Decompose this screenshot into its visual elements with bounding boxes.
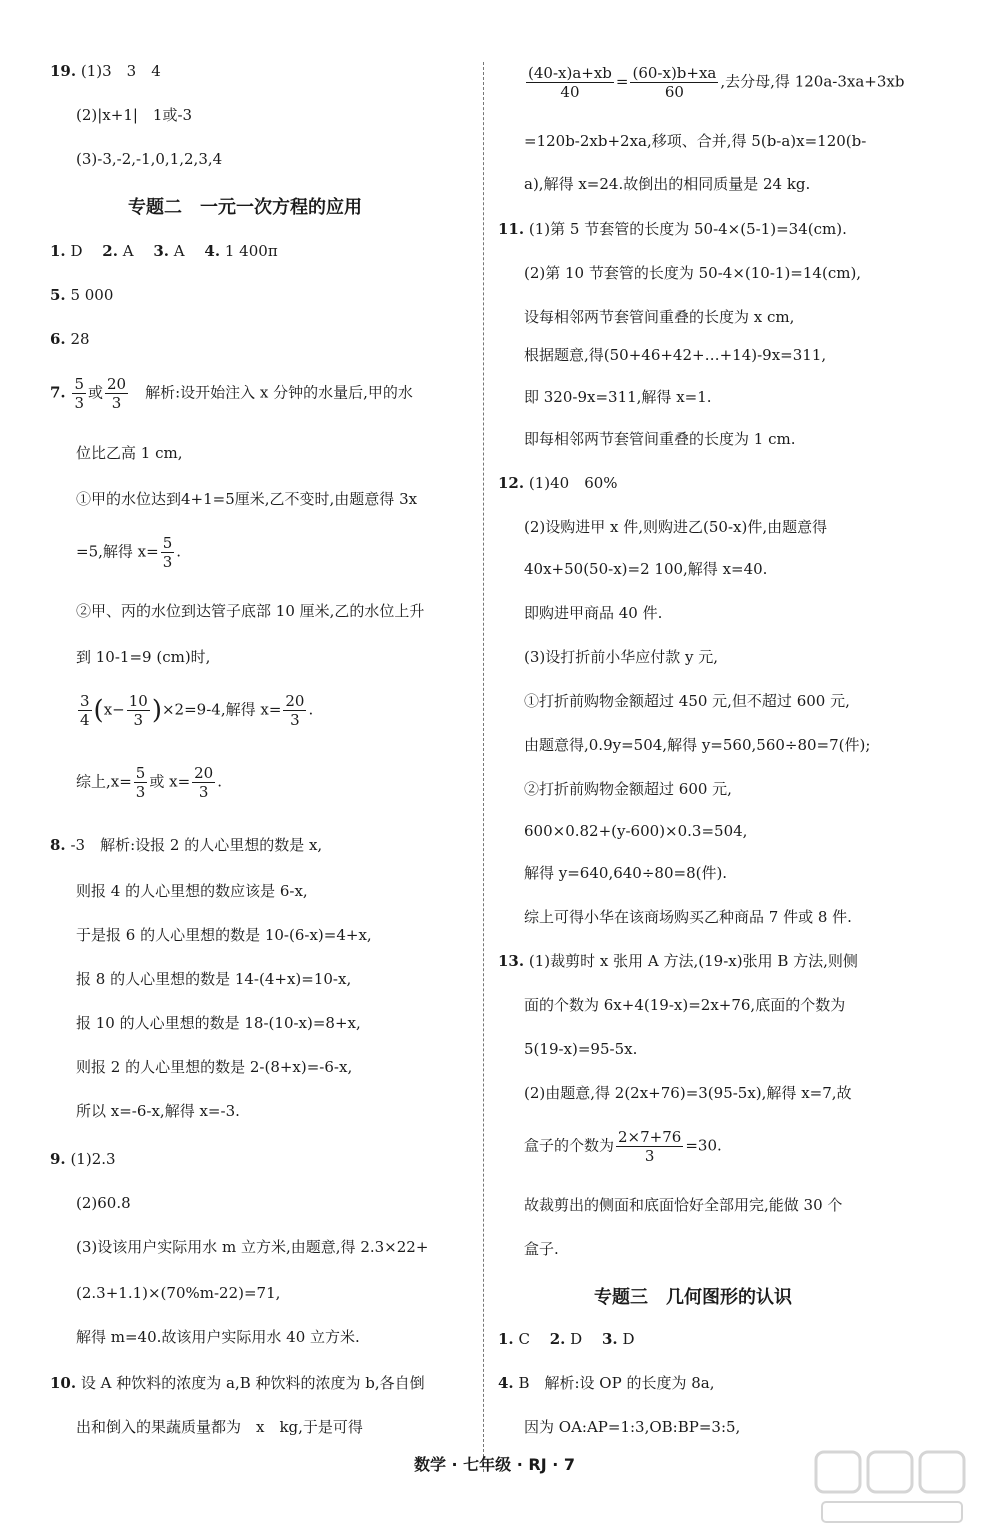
- q9-line4: (2.3+1.1)×(70%m-22)=71,: [76, 1284, 281, 1302]
- q7-line4: =5,解得 x= $\frac{5}{3}$ .: [76, 534, 182, 571]
- q9-line5: 解得 m=40.故该用户实际用水 40 立方米.: [76, 1328, 360, 1346]
- q10-line2: 出和倒入的果蔬质量都为 x kg,于是可得: [76, 1418, 363, 1436]
- q9-line2: (2)60.8: [76, 1194, 131, 1212]
- q12-line2: (2)设购进甲 x 件,则购进乙(50-x)件,由题意得: [524, 518, 828, 536]
- fraction: $\frac{(60-x)b+xa}{60}$: [632, 64, 717, 101]
- q12-line11: 综上可得小华在该商场购买乙种商品 7 件或 8 件.: [524, 908, 852, 926]
- q13-line5: 盒子的个数为 $\frac{2\times 7+76}{3}$ =30.: [524, 1128, 722, 1165]
- q7-line2: 位比乙高 1 cm,: [76, 444, 183, 462]
- q8-line6: 则报 2 的人心里想的数是 2-(8+x)=-6-x,: [76, 1058, 353, 1076]
- q13-line4: (2)由题意,得 2(2x+76)=3(95-5x),解得 x=7,故: [524, 1084, 852, 1102]
- q5-line: 5. 5 000: [50, 286, 114, 304]
- q13-line2: 面的个数为 6x+4(19-x)=2x+76,底面的个数为: [524, 996, 846, 1014]
- q19-line3: (3)-3,-2,-1,0,1,2,3,4: [76, 150, 223, 168]
- fraction: $\frac{20}{3}$: [285, 692, 305, 729]
- fraction: $\frac{5}{3}$: [135, 764, 146, 801]
- q8-line3: 于是报 6 的人心里想的数是 10-(6-x)=4+x,: [76, 926, 372, 944]
- fraction: $\frac{10}{3}$: [128, 692, 148, 729]
- q4-line2: 因为 OA:AP=1:3,OB:BP=3:5,: [524, 1418, 741, 1436]
- fraction: $\frac{2\times 7+76}{3}$: [618, 1128, 682, 1165]
- q12-line9: 600×0.82+(y-600)×0.3=504,: [524, 822, 748, 840]
- q8-line1: 8. -3 解析:设报 2 的人心里想的数是 x,: [50, 836, 323, 854]
- fraction: $\frac{3}{4}$: [80, 692, 90, 729]
- q7-line8: 综上,x= $\frac{5}{3}$ 或 x= $\frac{20}{3}$ .: [76, 764, 223, 801]
- right-column: [484, 0, 989, 1536]
- fraction: $\frac{20}{3}$: [194, 764, 214, 801]
- q19-line1: 19. (1)3 3 4: [50, 62, 161, 80]
- q12-line4: 即购进甲商品 40 件.: [524, 604, 663, 622]
- q13-line7: 盒子.: [524, 1240, 559, 1258]
- q12-line1: 12. (1)40 60%: [498, 474, 618, 492]
- q7-line7: $\frac{3}{4}$ (x− $\frac{10}{3}$ )×2=9-4,解得 x= $\frac{20}{3}$ .: [80, 692, 314, 729]
- q10-cont-line1: $\frac{(40-x)a+xb}{40}$ = $\frac{(60-x)b+xa}{60}$ ,去分母,得 120a-3xa+3xb: [528, 64, 905, 101]
- q19-line2: (2)|x+1| 1或-3: [76, 106, 193, 124]
- q1-4-line: 1. D 2. A 3. A 4. 1 400π: [50, 242, 278, 260]
- left-column: [0, 0, 470, 1536]
- q12-line7: 由题意得,0.9y=504,解得 y=560,560÷80=7(件);: [524, 736, 871, 754]
- page-footer: 数学 · 七年级 · RJ · 7: [413, 1455, 576, 1474]
- q11-line4: 根据题意,得(50+46+42+…+14)-9x=311,: [524, 346, 827, 364]
- section-heading-3: 专题三 几何图形的认识: [594, 1287, 792, 1308]
- q7-line6: 到 10-1=9 (cm)时,: [76, 648, 211, 666]
- q8-line2: 则报 4 的人心里想的数应该是 6-x,: [76, 882, 308, 900]
- q10-line1: 10. 设 A 种饮料的浓度为 a,B 种饮料的浓度为 b,各自倒: [50, 1374, 425, 1392]
- q8-line4: 报 8 的人心里想的数是 14-(4+x)=10-x,: [76, 970, 352, 988]
- q11-line6: 即每相邻两节套管间重叠的长度为 1 cm.: [524, 430, 796, 448]
- q6-line: 6. 28: [50, 330, 90, 348]
- q12-line6: ①打折前购物金额超过 450 元,但不超过 600 元,: [524, 692, 850, 710]
- q13-line3: 5(19-x)=95-5x.: [524, 1040, 638, 1058]
- q12-line5: (3)设打折前小华应付款 y 元,: [524, 648, 719, 666]
- q1-3-line: 1. C 2. D 3. D: [498, 1330, 635, 1348]
- watermark-logo: [812, 1448, 972, 1528]
- q8-line7: 所以 x=-6-x,解得 x=-3.: [76, 1102, 240, 1120]
- q13-line1: 13. (1)裁剪时 x 张用 A 方法,(19-x)张用 B 方法,则侧: [498, 952, 858, 970]
- q7-line3: ①甲的水位达到4+1=5厘米,乙不变时,由题意得 3x: [76, 490, 418, 508]
- q7-line1: 7. $\frac{5}{3}$ 或 $\frac{20}{3}$ 解析:设开始注入 x 分钟的水量后,甲的水: [50, 375, 413, 412]
- q12-line3: 40x+50(50-x)=2 100,解得 x=40.: [524, 560, 768, 578]
- q4-line1: 4. B 解析:设 OP 的长度为 8a,: [498, 1374, 715, 1392]
- q11-line5: 即 320-9x=311,解得 x=1.: [524, 388, 712, 406]
- q11-line1: 11. (1)第 5 节套管的长度为 50-4×(5-1)=34(cm).: [498, 220, 847, 238]
- section-heading-2: 专题二 一元一次方程的应用: [128, 197, 362, 218]
- fraction: $\frac{5}{3}$: [74, 375, 84, 412]
- q9-line1: 9. (1)2.3: [50, 1150, 116, 1168]
- q12-line8: ②打折前购物金额超过 600 元,: [524, 780, 732, 798]
- fraction: $\frac{20}{3}$: [107, 375, 127, 412]
- q9-line3: (3)设该用户实际用水 m 立方米,由题意,得 2.3×22+: [76, 1238, 429, 1256]
- q11-line3: 设每相邻两节套管间重叠的长度为 x cm,: [524, 308, 795, 326]
- q8-line5: 报 10 的人心里想的数是 18-(10-x)=8+x,: [76, 1014, 361, 1032]
- q11-line2: (2)第 10 节套管的长度为 50-4×(10-1)=14(cm),: [524, 264, 862, 282]
- fraction: $\frac{(40-x)a+xb}{40}$: [528, 64, 612, 101]
- fraction: $\frac{5}{3}$: [162, 534, 173, 571]
- q12-line10: 解得 y=640,640÷80=8(件).: [524, 864, 728, 882]
- q7-line5: ②甲、丙的水位到达管子底部 10 厘米,乙的水位上升: [76, 602, 425, 620]
- q13-line6: 故裁剪出的侧面和底面恰好全部用完,能做 30 个: [524, 1196, 843, 1214]
- q10-cont-line3: a),解得 x=24.故倒出的相同质量是 24 kg.: [524, 175, 811, 193]
- q10-cont-line2: =120b-2xb+2xa,移项、合并,得 5(b-a)x=120(b-: [524, 132, 867, 150]
